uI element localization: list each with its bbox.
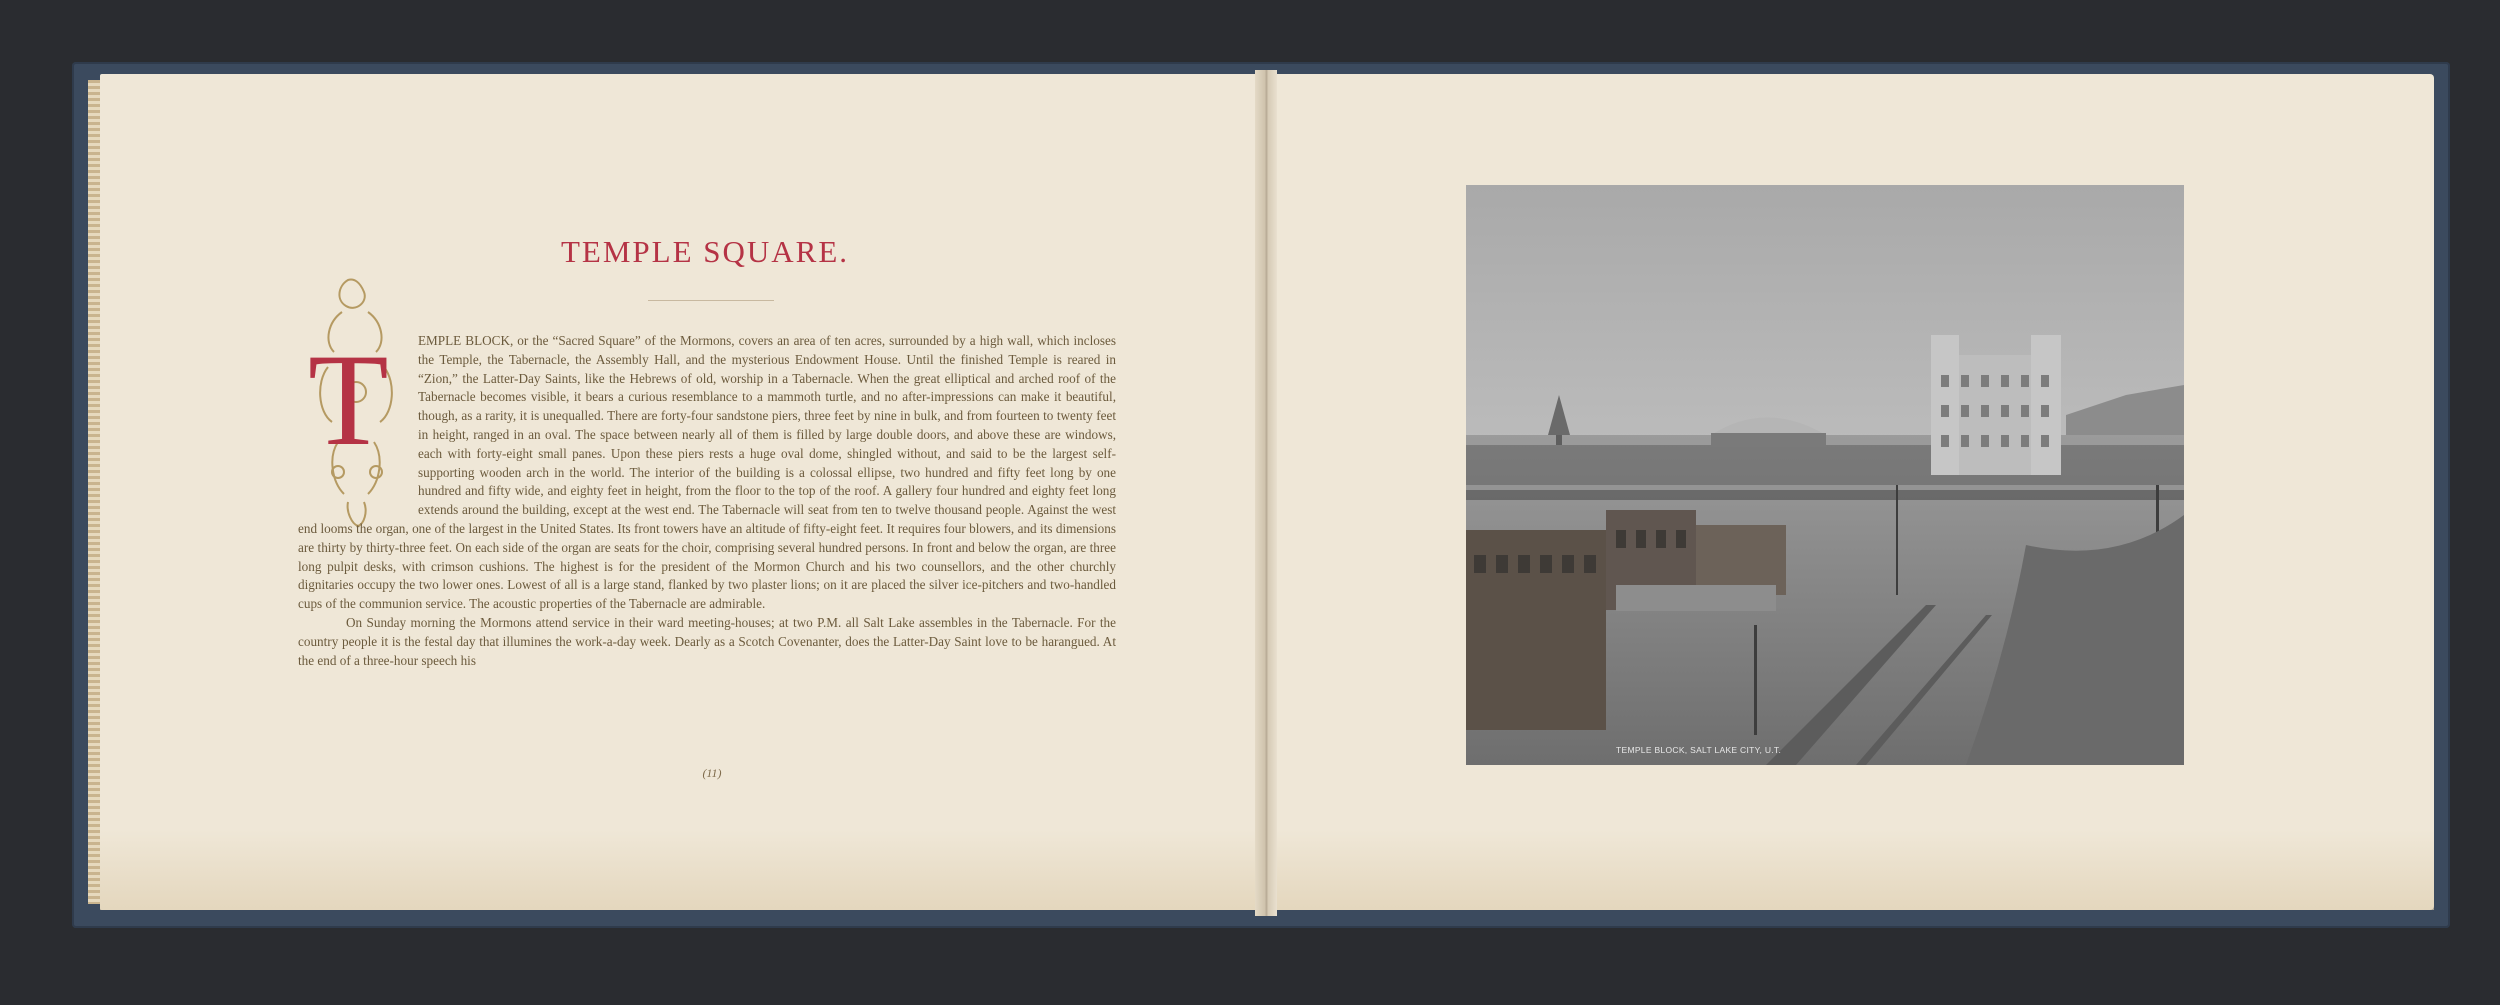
book-gutter (1255, 70, 1277, 916)
photo-image (1466, 185, 2184, 765)
photo-caption: TEMPLE BLOCK, SALT LAKE CITY, U.T. (1616, 745, 1782, 755)
page-edges (88, 80, 100, 904)
temple-square-photograph (1466, 185, 2184, 765)
drop-cap-letter: T (308, 326, 389, 473)
title-divider (648, 300, 774, 301)
article-body (298, 332, 1116, 670)
paragraph: On Sunday morning the Mormons attend service in their ward meeting-houses; at two P.M. all Salt Lake assembles in the Tabernacle. For the country people it is the festal day that illumines the work-a-day week. Dearly as a Scotch Covenanter, does the Latter-Day Saint love to be harangued. At the end of a three-hour speech his (298, 614, 1116, 668)
page-title: TEMPLE SQUARE. (560, 234, 850, 269)
page-number: (11) (702, 766, 722, 780)
paragraph: EMPLE BLOCK, or the “Sacred Square” of the Mormons, covers an area of ten acres, surrounded by a high wall, which incloses the Temple, the Tabernacle, the Assembly Hall, and the mysterious Endowment House. Until the finished Temple is reared in “Zion,” the Latter-Day Saints, like the Hebrews of old, worship in a Tabernacle. When the great elliptical and arched roof of the Tabernacle becomes visible, it bears a curious resemblance to a mammoth turtle, and no after-impressions can make it beautiful, though, as a rarity, it is unequalled. There are forty-four sandstone piers, three feet by nine in bulk, and from fourteen to twenty feet in height, ranged in an oval. The space between nearly all of them is filled by large double doors, and above these are windows, each with forty-eight small panes. Upon these piers rests a huge oval dome, shingled without, and said to be the largest self-supporting wooden arch in the world. The interior of the building is a colossal ellipse, two hundred and fifty feet long by one hundred and fifty wide, and eighty feet in height, from the floor to the top of the roof. A gallery four hundred and eighty feet long extends around the building, except at the west end. The Tabernacle will seat from ten to twelve thousand people. Against the west end looms the organ, one of the largest in the United States. Its front towers have an altitude of fifty-eight feet. It requires four blowers, and its dimensions are thirty by thirty-three feet. On each side of the organ are seats for the choir, comprising several hundred persons. In front and below the organ, are three long pulpit desks, with crimson cushions. The highest is for the president of the Mormon Church and his two counsellors, and the other churchly dignitaries occupy the two lower ones. Lowest of all is a large stand, flanked by two plaster lions; on it are placed the silver ice-pitchers and two-handled cups of the communion service. The acoustic properties of the Tabernacle are admirable. (298, 333, 1116, 612)
